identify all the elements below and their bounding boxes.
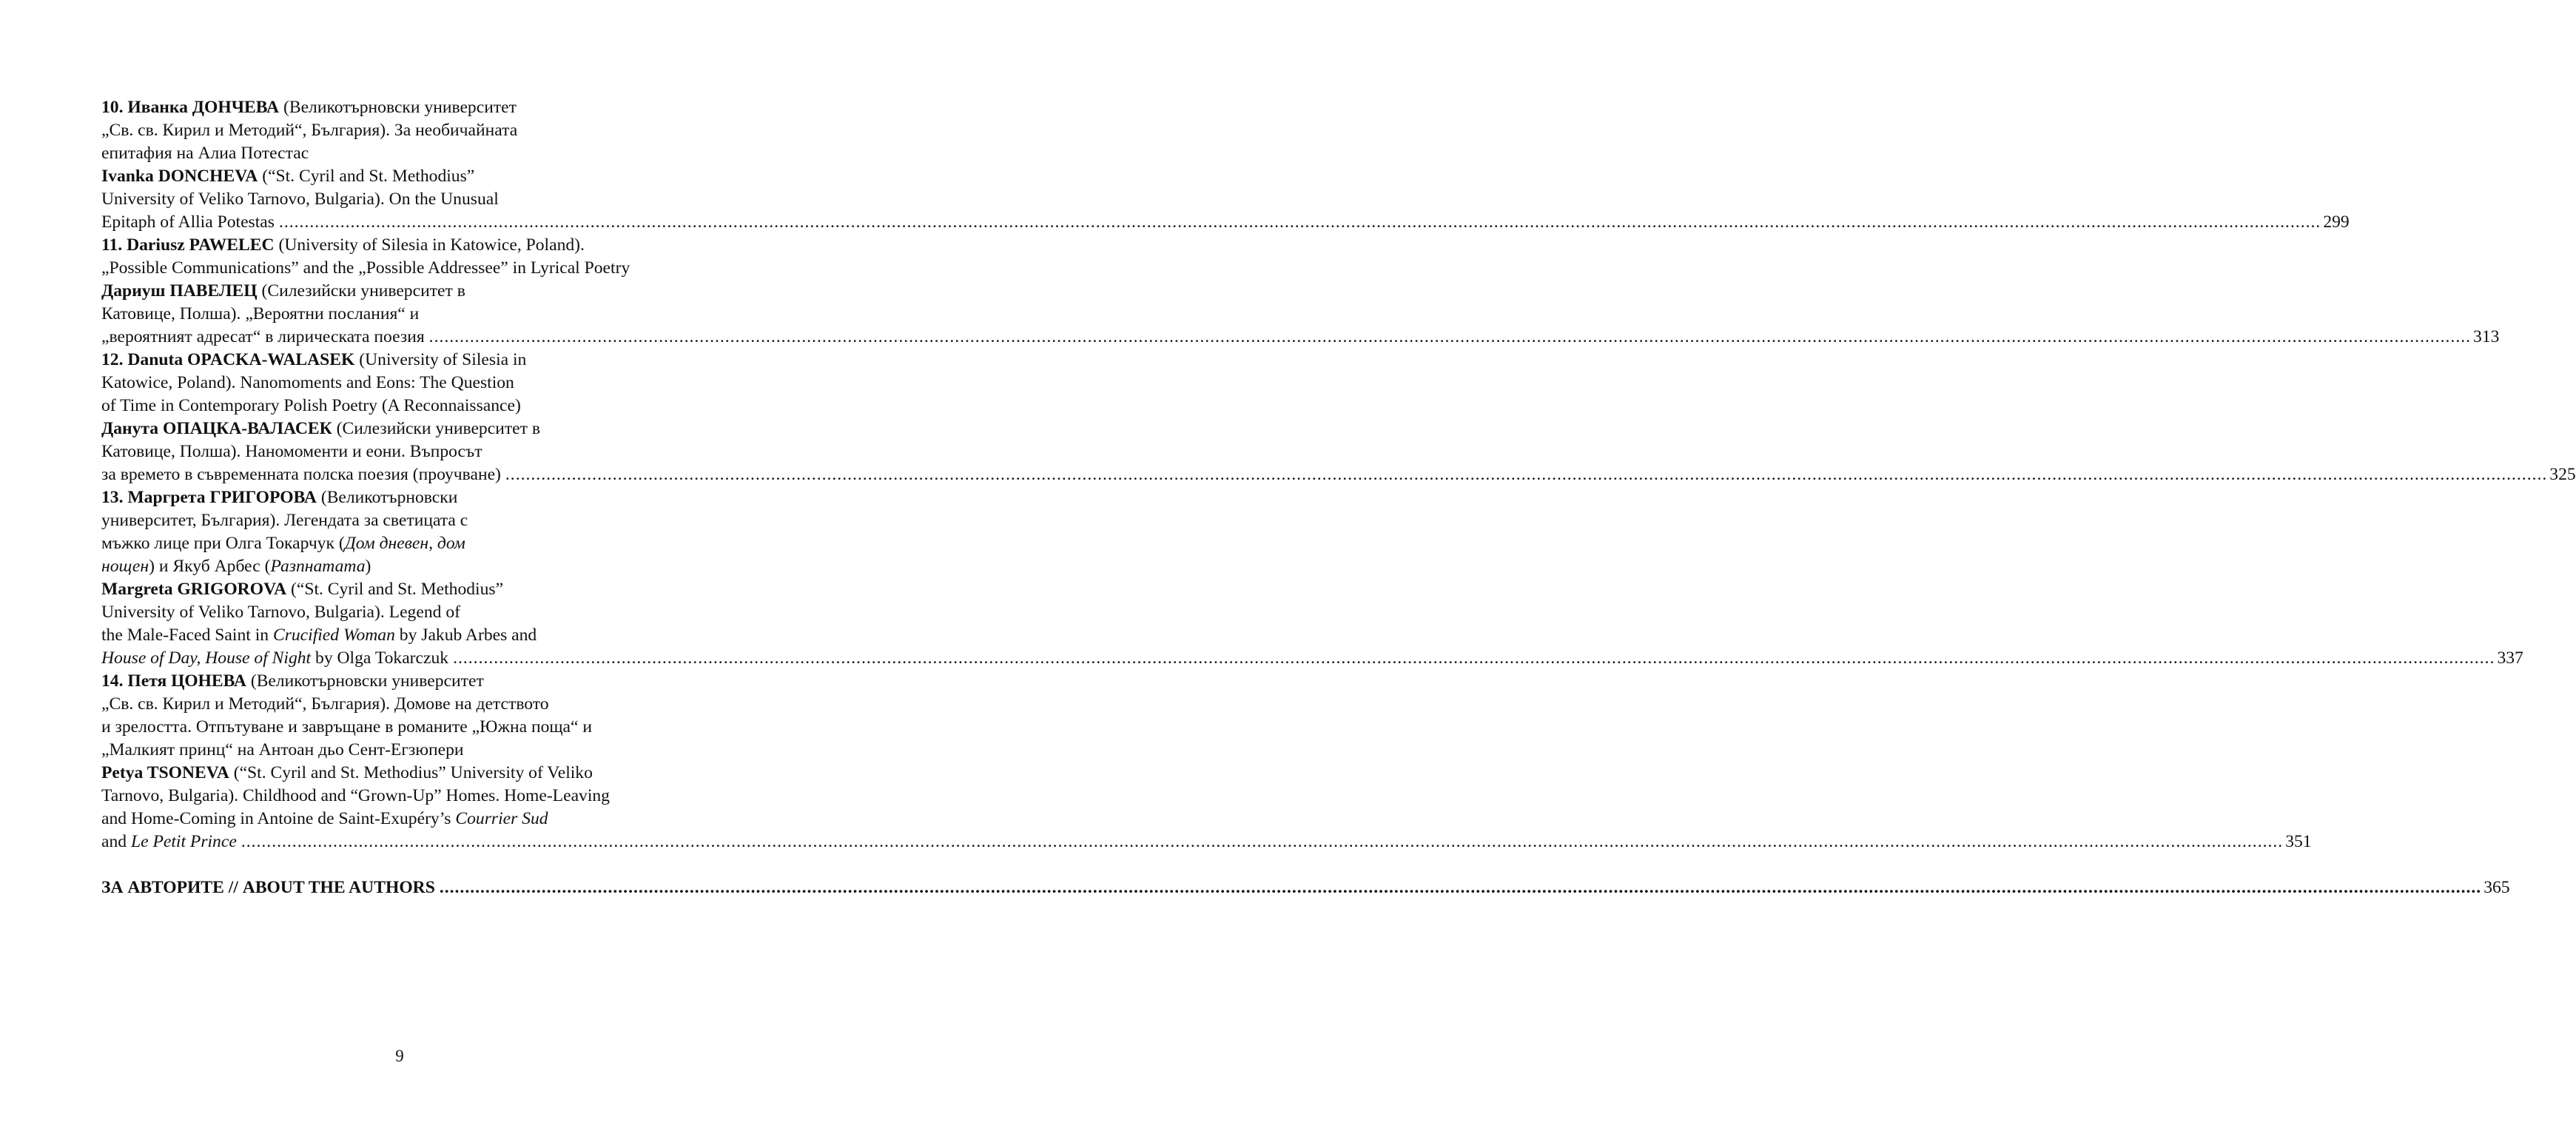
- author-name: Margreta GRIGOROVA: [101, 580, 287, 599]
- toc-line: [101, 509, 702, 532]
- toc-text: (“St. Cyril and St. Methodius”: [286, 580, 504, 599]
- toc-text: University of Veliko Tarnovo, Bulgaria). Legend of: [101, 603, 460, 622]
- dot-leader: ................................................................................................................................................................................................................................................................................................................................................................................................................: [439, 878, 2482, 897]
- toc-line: [101, 372, 702, 395]
- toc-line: [101, 739, 702, 762]
- toc-line-text: [101, 463, 501, 486]
- toc-text: (Силезийски университет в: [332, 419, 540, 438]
- page-folio: 9: [395, 1047, 404, 1065]
- toc-line: [101, 165, 702, 188]
- dot-leader: ................................................................................................................................................................................................................................................................................................................................................................................................................: [453, 648, 2495, 668]
- toc-text: епитафия на Алиа Потестас: [101, 144, 309, 163]
- toc-line: [101, 693, 702, 716]
- italic-title: House of Day, House of Night: [101, 648, 312, 668]
- page-number: 313: [2473, 327, 2500, 346]
- toc-line: [101, 716, 702, 739]
- toc-text: Катовице, Полша). Наномоменти и еони. Въпросът: [101, 442, 482, 461]
- toc-line: [101, 486, 702, 509]
- toc-text: и зрелостта. Отпътуване и завръщане в романите „Южна поща“ и: [101, 717, 593, 737]
- toc-text: (Великотърновски университет: [246, 671, 484, 691]
- entry-title: ЗА АВТОРИТЕ // ABOUT THE AUTHORS: [101, 878, 435, 897]
- dot-leader: ................................................................................................................................................................................................................................................................................................................................................................................................................: [505, 465, 2548, 484]
- italic-title: Разпнатата: [270, 557, 366, 576]
- toc-line: [101, 188, 702, 211]
- author-name: Данута ОПАЦКА-ВАЛАСЕК: [101, 419, 332, 438]
- toc-text: (“St. Cyril and St. Methodius”: [258, 167, 475, 186]
- toc-line: [101, 440, 702, 463]
- toc-line: [101, 257, 702, 280]
- page-number: 299: [2323, 212, 2350, 232]
- toc-text: университет, България). Легендата за светицата с: [101, 511, 468, 530]
- toc-line: [101, 808, 702, 831]
- author-name: 13. Маргрета ГРИГОРОВА: [101, 488, 317, 507]
- toc-line-text: [101, 647, 448, 670]
- toc-text: and: [101, 832, 131, 851]
- author-name: 14. Петя ЦОНЕВА: [101, 671, 246, 691]
- toc-text: „Св. св. Кирил и Методий“, България). Домове на детството: [101, 694, 549, 714]
- toc-text: ): [365, 557, 371, 576]
- toc-text: (Великотърновски: [316, 488, 458, 507]
- italic-title: Courrier Sud: [455, 809, 548, 828]
- author-name: 10. Иванка ДОНЧЕВА: [101, 98, 280, 117]
- toc-line: [101, 142, 702, 165]
- toc-line: [101, 555, 702, 578]
- toc-line: [101, 96, 702, 119]
- toc-entry: [101, 486, 2523, 670]
- toc-line: [101, 395, 702, 417]
- toc-line: [101, 624, 702, 647]
- toc-line: [101, 119, 702, 142]
- toc-text: (University of Silesia in Katowice, Poland).: [274, 235, 585, 255]
- toc-line: [101, 647, 2523, 670]
- italic-title: Le Petit Prince: [130, 832, 237, 851]
- toc-text: „Possible Communications” and the „Possible Addressee” in Lyrical Poetry: [101, 258, 630, 278]
- page-number: 325: [2549, 465, 2576, 484]
- toc-text: and Home-Coming in Antoine de Saint-Exupéry’s: [101, 809, 456, 828]
- toc-text: University of Veliko Tarnovo, Bulgaria). On the Unusual: [101, 190, 499, 209]
- toc-line: [101, 785, 702, 808]
- toc-line: [101, 211, 2350, 234]
- toc-text: by Jakub Arbes and: [394, 625, 537, 645]
- toc-line: [101, 532, 702, 555]
- toc-text: (Великотърновски университет: [279, 98, 517, 117]
- toc-line: [101, 349, 702, 372]
- toc-line-text: [101, 831, 237, 853]
- toc-line: [101, 463, 2576, 486]
- toc-line: [101, 303, 702, 326]
- toc-line: [101, 234, 702, 257]
- italic-title: Crucified Woman: [272, 625, 395, 645]
- toc-text: мъжко лице при Олга Токарчук (: [101, 534, 345, 553]
- toc-entry: [101, 96, 2350, 234]
- toc-text: Tarnovo, Bulgaria). Childhood and “Grown-Up” Homes. Home-Leaving: [101, 786, 610, 805]
- toc-text: (“St. Cyril and St. Methodius” University of Veliko: [229, 763, 593, 782]
- toc-text: Katowice, Poland). Nanomoments and Eons: The Question: [101, 373, 514, 392]
- toc-text: ) и Якуб Арбес (: [149, 557, 271, 576]
- toc-text: „вероятният адресат“ в лирическата поезия: [101, 327, 425, 346]
- toc-text: (Силезийски университет в: [257, 281, 465, 301]
- toc-text: Катовице, Полша). „Вероятни послания“ и: [101, 304, 420, 323]
- toc-line: [101, 417, 702, 440]
- author-name: Ivanka DONCHEVA: [101, 167, 258, 186]
- page-number: 365: [2483, 878, 2510, 897]
- toc-text: „Малкият принц“ на Антоан дьо Сент-Егзюпери: [101, 740, 464, 759]
- toc-text: the Male-Faced Saint in: [101, 625, 273, 645]
- toc-entry: [101, 670, 2312, 853]
- toc-line-text: [101, 211, 275, 234]
- toc-line: [101, 280, 702, 303]
- toc-line: [101, 326, 2500, 349]
- dot-leader: ................................................................................................................................................................................................................................................................................................................................................................................................................: [241, 832, 2284, 851]
- toc-entry: [101, 234, 2500, 349]
- toc-line-text: [101, 326, 425, 349]
- toc-text: of Time in Contemporary Polish Poetry (A Reconnaissance): [101, 396, 521, 415]
- dot-leader: ................................................................................................................................................................................................................................................................................................................................................................................................................: [278, 212, 2321, 232]
- italic-title: Дом дневен, дом: [344, 534, 465, 553]
- table-of-contents: [101, 96, 2576, 899]
- toc-text: „Св. св. Кирил и Методий“, България). За необичайната: [101, 121, 518, 140]
- author-name: 11. Dariusz PAWELEC: [101, 235, 275, 255]
- author-name: Дариуш ПАВЕЛЕЦ: [101, 281, 258, 301]
- page-number: 351: [2285, 832, 2312, 851]
- toc-line: [101, 601, 702, 624]
- toc-line: [101, 762, 702, 785]
- toc-text: Epitaph of Allia Potestas: [101, 212, 275, 232]
- author-name: 12. Danuta OPACKA-WALASEK: [101, 350, 355, 369]
- toc-line: [101, 670, 702, 693]
- author-name: Petya TSONEVA: [101, 763, 229, 782]
- dot-leader: ................................................................................................................................................................................................................................................................................................................................................................................................................: [428, 327, 2472, 346]
- toc-entry-about-the-authors: [101, 876, 2510, 899]
- toc-text: (University of Silesia in: [354, 350, 527, 369]
- italic-title: нощен: [101, 557, 149, 576]
- toc-text: by Olga Tokarczuk: [311, 648, 449, 668]
- toc-entries: [101, 96, 2576, 853]
- toc-line: [101, 831, 2312, 853]
- toc-entry: [101, 349, 2576, 486]
- page-number: 337: [2497, 648, 2523, 668]
- toc-text: за времето в съвременната полска поезия (проучване): [101, 465, 501, 484]
- toc-line: [101, 578, 702, 601]
